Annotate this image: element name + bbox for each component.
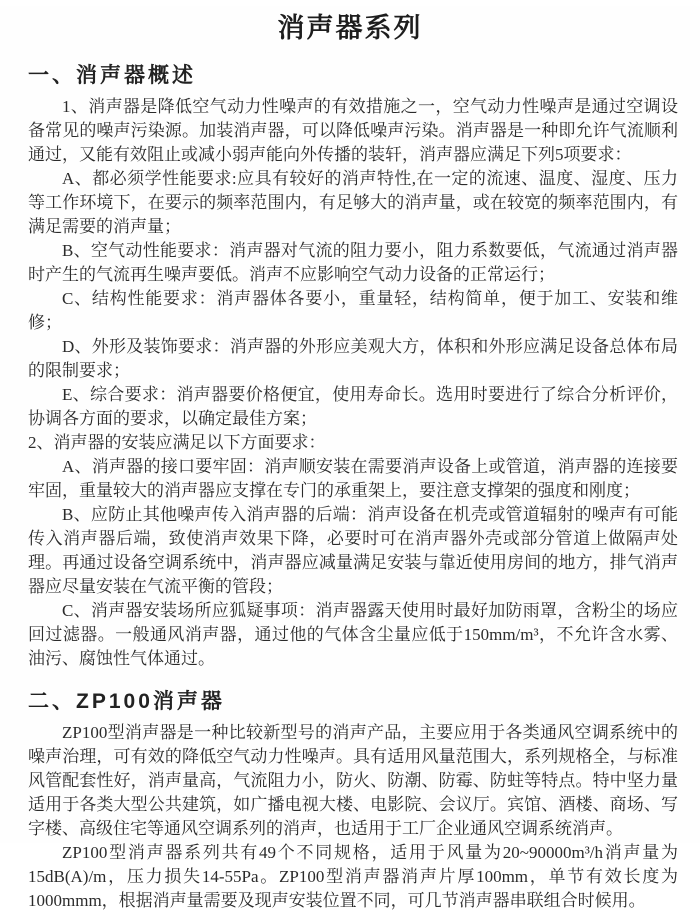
- paragraph-zp100-specs: ZP100型消声器系列共有49个不同规格，适用于风量为20~90000m³/h消声量为15dB(A)/m，压力损失14-55Pa。ZP100型消声器消声片厚100mm，单节有效长度为1000mmm，根据消声量需要及现声安装位置不同，可几节消声器串联组合时候用。: [28, 843, 678, 910]
- paragraph-install-b-noise-isolation: B、应防止其他噪声传入消声器的后端：消声设备在机壳或管道辐射的噪声有可能传入消声器后端，致使消声效果下降，必要时可在消声器外壳或部分管道上做隔声处理。再通过设备空调系统中，消声器应减量满足安装与靠近使用房间的地方，排气消声器应尽量安装在气流平衡的管段；: [28, 505, 678, 596]
- paragraph-1-requirements-intro: 1、消声器是降低空气动力性噪声的有效措施之一，空气动力性噪声是通过空调设备常见的噪声污染源。加装消声器，可以降低噪声污染。消声器是一种即允许气流顺利通过，又能有效阻止或减小弱声能向外传播的装轩，消声器应满足下列5项要求：: [28, 97, 678, 164]
- paragraph-install-c-site-notes: C、消声器安装场所应狐疑事项：消声器露天使用时最好加防雨罩，含粉尘的场应回过滤器。一般通风消声器，通过他的气体含尘量应低于150mm/m³，不允许含水雾、油污、腐蚀性气体通过。: [28, 601, 678, 668]
- section-1-heading: 一、消声器概述: [28, 64, 196, 87]
- paragraph-req-c-structural: C、结构性能要求：消声器体各要小，重量轻，结构简单，便于加工、安装和维修；: [28, 289, 678, 332]
- document-title: 消声器系列: [277, 13, 423, 43]
- paragraph-install-a-connection: A、消声器的接口要牢固：消声顺安装在需要消声设备上或管道，消声器的连接要牢固，重量较大的消声器应支撑在专门的承重架上，要注意支撑架的强度和刚度；: [28, 457, 678, 500]
- section-2-heading: 二、ZP100消声器: [28, 690, 225, 713]
- paragraph-req-d-appearance: D、外形及装饰要求：消声器的外形应美观大方，体积和外形应满足设备总体布局的限制要求；: [28, 337, 678, 380]
- document-page: [0, 6, 700, 910]
- paragraph-req-b-aerodynamic: B、空气动性能要求：消声器对气流的阻力要小，阻力系数要低，气流通过消声器时产生的气流再生噪声要低。消声不应影响空气动力设备的正常运行；: [28, 241, 678, 284]
- paragraph-req-a-acoustic: A、都必须学性能要求:应具有较好的消声特性,在一定的流速、温度、湿度、压力等工作环境下，在要示的频率范围内，有足够大的消声量，或在较宽的频率范围内，有满足需要的消声量；: [28, 169, 678, 236]
- paragraph-zp100-intro: ZP100型消声器是一种比较新型号的消声产品，主要应用于各类通风空调系统中的噪声治理，可有效的降低空气动力性噪声。具有适用风量范围大，系列规格全，与标准风管配套性好，消声量高，气流阻力小，防火、防潮、防霉、防蛀等特点。特中坚力量适用于各类大型公共建筑，如广播电视大楼、电影院、会议厅。宾馆、酒楼、商场、写字楼、高级住宅等通风空调系列的消声，也适用于工厂企业通风空调系统消声。: [28, 723, 678, 838]
- paragraph-2-installation-intro: 2、消声器的安装应满足以下方面要求：: [28, 433, 326, 452]
- section-zp100-silencer: [0, 685, 700, 913]
- paragraph-req-e-comprehensive: E、综合要求：消声器要价格便宜，使用寿命长。选用时要进行了综合分析评价，协调各方面的要求，以确定最佳方案；: [28, 385, 678, 428]
- section-silencer-overview: [0, 59, 700, 671]
